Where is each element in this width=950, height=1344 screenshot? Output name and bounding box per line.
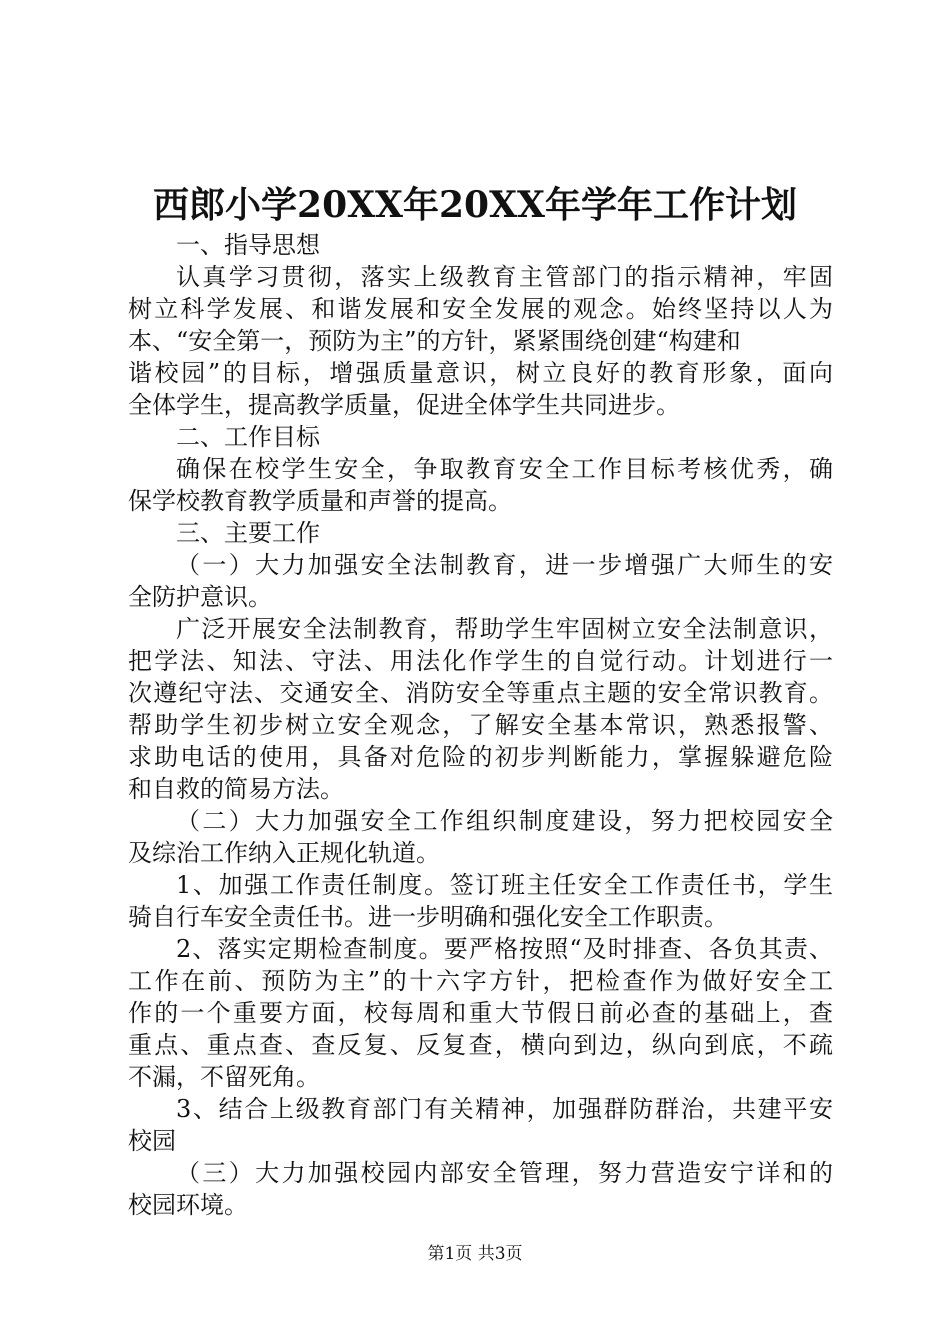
text-line: 求助电话的使用，具备对危险的初步判断能力，掌握躲避危险 — [128, 743, 836, 771]
text-line: 帮助学生初步树立安全观念，了解安全基本常识，熟悉报警、 — [128, 711, 836, 739]
text-line: 作的一个重要方面，校每周和重大节假日前必查的基础上，查 — [128, 999, 836, 1027]
text-line: 及综治工作纳入正规化轨道。 — [128, 839, 440, 867]
text-line: 一、指导思想 — [176, 231, 320, 259]
text-line: 二、工作目标 — [176, 423, 320, 451]
text-line: 重点、重点查、查反复、反复查，横向到边，纵向到底，不疏 — [128, 1031, 836, 1059]
text-line: 认真学习贯彻，落实上级教育主管部门的指示精神，牢固 — [176, 263, 836, 291]
text-line: 不漏，不留死角。 — [128, 1063, 320, 1091]
text-line: 把学法、知法、守法、用法化作学生的自觉行动。计划进行一 — [128, 647, 836, 675]
text-line: 校园环境。 — [128, 1191, 248, 1219]
text-line: 广泛开展安全法制教育，帮助学生牢固树立安全法制意识， — [176, 615, 835, 643]
text-line: 校园 — [128, 1127, 176, 1155]
text-line: （二）大力加强安全工作组织制度建设，努力把校园安全 — [176, 807, 836, 835]
text-line: 三、主要工作 — [176, 519, 320, 547]
text-line: 2、落实定期检查制度。要严格按照“及时排查、各负其责、 — [176, 935, 835, 963]
text-line: 保学校教育教学质量和声誉的提高。 — [128, 487, 512, 515]
text-line: 工作在前、预防为主”的十六字方针，把检查作为做好安全工 — [128, 967, 836, 995]
text-line: （一）大力加强安全法制教育，进一步增强广大师生的安 — [176, 551, 836, 579]
document-title: 西郎小学20XX年20XX年学年工作计划 — [153, 184, 797, 226]
document-body — [128, 229, 836, 1221]
text-line: 树立科学发展、和谐发展和安全发展的观念。始终坚持以人为 — [128, 295, 836, 323]
text-line: 本、“安全第一，预防为主”的方针，紧紧围绕创建“构建和 — [128, 327, 741, 355]
text-line: 次遵纪守法、交通安全、消防安全等重点主题的安全常识教育。 — [128, 679, 835, 707]
text-line: （三）大力加强校园内部安全管理，努力营造安宁详和的 — [176, 1159, 836, 1187]
text-line: 全防护意识。 — [128, 583, 272, 611]
text-line: 谐校园”的目标，增强质量意识，树立良好的教育形象，面向 — [128, 359, 836, 387]
text-line: 1、加强工作责任制度。签订班主任安全工作责任书，学生 — [176, 871, 835, 899]
text-line: 骑自行车安全责任书。进一步明确和强化安全工作职责。 — [128, 903, 728, 931]
text-line: 全体学生，提高教学质量，促进全体学生共同进步。 — [128, 391, 680, 419]
text-line: 和自救的简易方法。 — [128, 775, 344, 803]
text-line: 3、结合上级教育部门有关精神，加强群防群治，共建平安 — [176, 1095, 835, 1123]
page-footer: 第1页 共3页 — [427, 1244, 523, 1264]
text-line: 确保在校学生安全，争取教育安全工作目标考核优秀，确 — [176, 455, 836, 483]
